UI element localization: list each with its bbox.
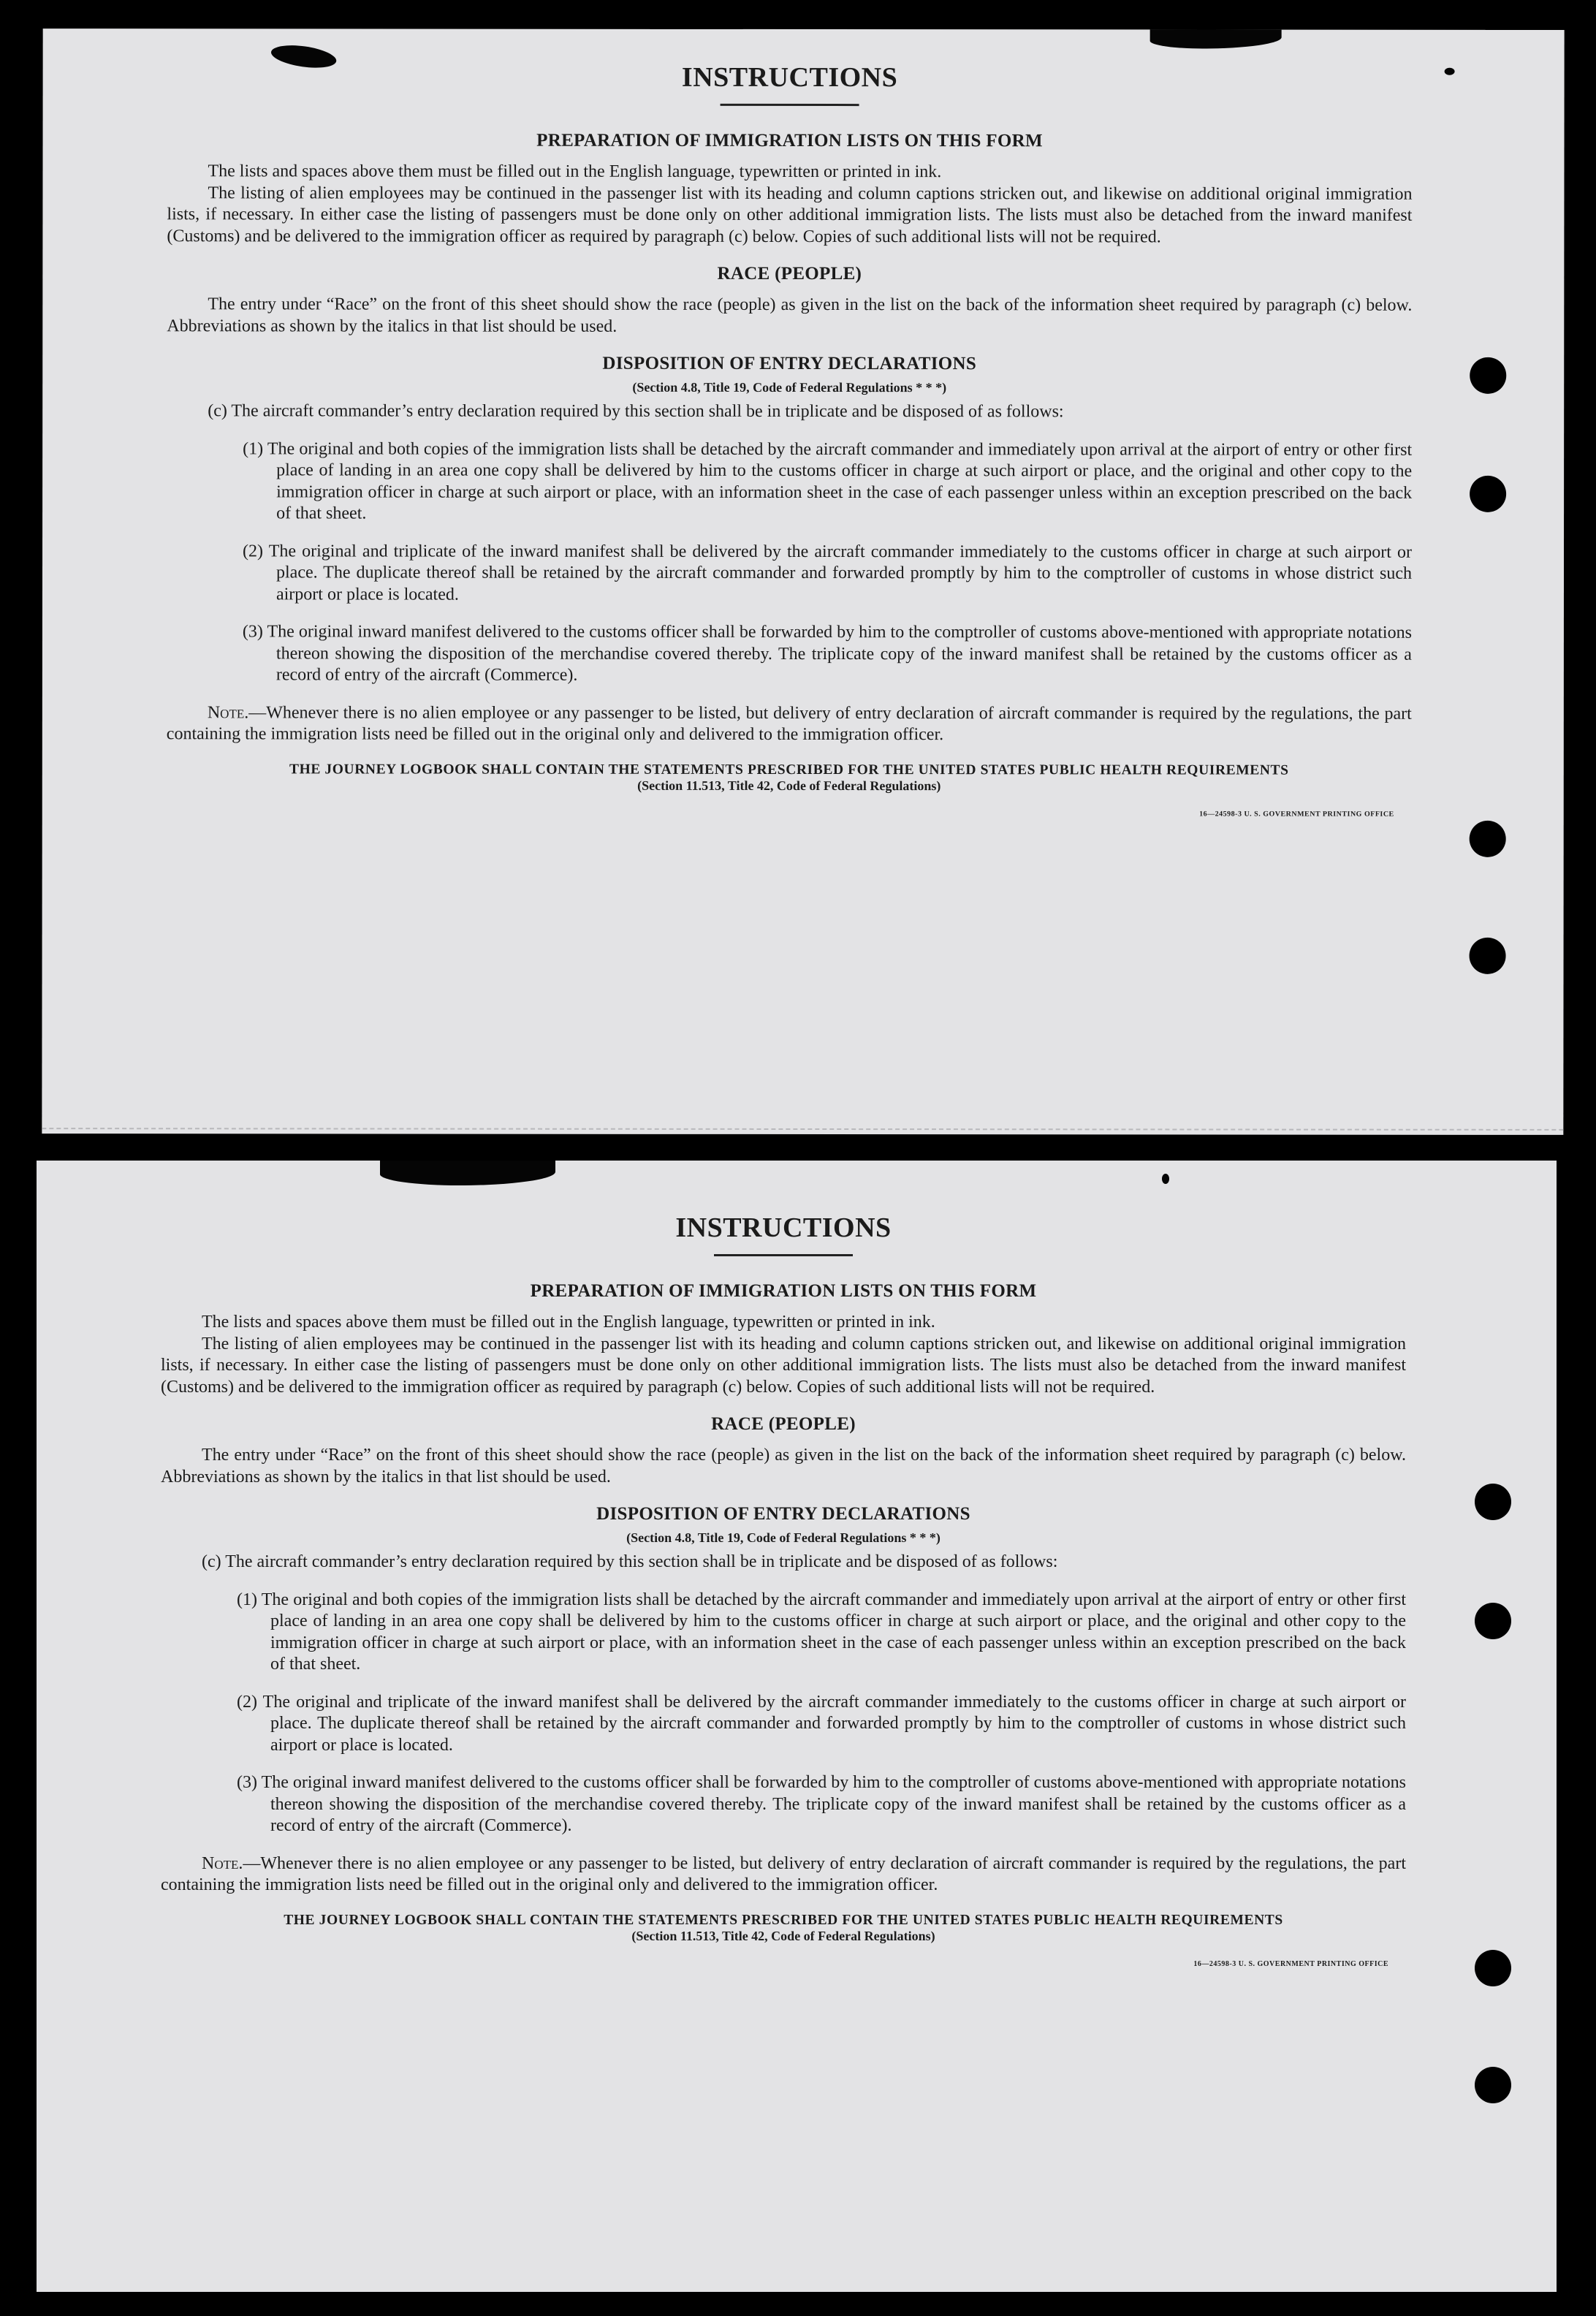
- instruction-sheet-bottom: [37, 1161, 1557, 2292]
- instruction-sheet-top: [42, 29, 1564, 1135]
- disposition-item-1: (1) The original and both copies of the immigration lists shall be detached by the aircraft commander and immediately upon arrival at the airport of entry or other first place of landing in an area one copy shall be delivered by him to the customs officer in charge at such airport or place, and the original and other copy to the immigration officer in charge at such airport or place, with an information sheet in the case of each passenger unless within an exception prescribed on the back of that sheet.: [243, 438, 1413, 523]
- race-paragraph: The entry under “Race” on the front of this sheet should show the race (people) as given in the list on the back of the information sheet required by paragraph (c) below. Abbreviations as shown by the italics in that list should be used.: [161, 1446, 1406, 1487]
- punch-hole: [1475, 1950, 1511, 1986]
- disposition-section-citation: (Section 4.8, Title 19, Code of Federal Regulations * * *): [632, 379, 947, 395]
- punch-hole: [1470, 938, 1506, 974]
- note-label: Note.: [207, 702, 249, 722]
- section-heading-disposition: DISPOSITION OF ENTRY DECLARATIONS: [596, 1504, 970, 1524]
- disposition-item-3: (3) The original inward manifest delivered to the customs officer shall be forwarded by him to the comptroller of customs above-mentioned with appropriate notations thereon showing the disposition of the merchandise covered thereby. The triplicate copy of the inward manifest shall be retained by the customs officer as a record of entry of the aircraft (Commerce).: [237, 1773, 1406, 1835]
- disposition-item-2: (2) The original and triplicate of the inward manifest shall be delivered by the aircraft commander immediately to the customs officer in charge at such airport or place. The duplicate thereof shall be retained by the aircraft commander and forwarded promptly by him to the comptroller of customs in whose district such airport or place is located.: [237, 1692, 1406, 1755]
- page-title: INSTRUCTIONS: [681, 61, 898, 94]
- torn-edge-mark: [1162, 1174, 1169, 1184]
- printing-office-code: 16—24598-3 U. S. GOVERNMENT PRINTING OFFICE: [1193, 1959, 1388, 1968]
- health-requirements-notice: THE JOURNEY LOGBOOK SHALL CONTAIN THE STATEMENTS PRESCRIBED FOR THE UNITED STATES PUBLIC HEALTH REQUIREMENTS: [284, 1912, 1283, 1928]
- note-label: Note.: [202, 1853, 243, 1873]
- race-paragraph: The entry under “Race” on the front of this sheet should show the race (people) as given in the list on the back of the information sheet required by paragraph (c) below. Abbreviations as shown by the italics in that list should be used.: [167, 295, 1413, 336]
- disposition-section-citation: (Section 4.8, Title 19, Code of Federal Regulations * * *): [626, 1530, 940, 1545]
- section-heading-preparation: PREPARATION OF IMMIGRATION LISTS ON THIS FORM: [536, 130, 1043, 151]
- health-requirements-notice: THE JOURNEY LOGBOOK SHALL CONTAIN THE STATEMENTS PRESCRIBED FOR THE UNITED STATES PUBLIC HEALTH REQUIREMENTS: [289, 761, 1289, 778]
- punch-hole: [1475, 2067, 1511, 2103]
- section-heading-disposition: DISPOSITION OF ENTRY DECLARATIONS: [602, 353, 977, 374]
- page-title: INSTRUCTIONS: [675, 1212, 892, 1243]
- health-requirements-citation: (Section 11.513, Title 42, Code of Federal Regulations): [637, 778, 941, 793]
- preparation-paragraph-2: The listing of alien employees may be continued in the passenger list with its heading and column captions stricken out, and likewise on additional original immigration lists, if necessary. In either case the listing of passengers must be done only on other additional immigration lists. The lists must also be detached from the inward manifest (Customs) and be delivered to the immigration officer as required by paragraph (c) below. Copies of such additional lists will not be required.: [167, 183, 1413, 246]
- punch-hole: [1475, 1484, 1511, 1520]
- section-heading-race: RACE (PEOPLE): [711, 1414, 856, 1434]
- disposition-paragraph-c: (c) The aircraft commander’s entry declaration required by this section shall be in triplicate and be disposed of as follows:: [208, 401, 1064, 422]
- disposition-item-1: (1) The original and both copies of the immigration lists shall be detached by the aircraft commander and immediately upon arrival at the airport of entry or other first place of landing in an area one copy shall be delivered by him to the customs officer in charge at such airport or place, and the original and other copy to the immigration officer in charge at such airport or place, with an information sheet in the case of each passenger unless within an exception prescribed on the back of that sheet.: [237, 1590, 1406, 1674]
- perforation-line: [42, 1128, 1563, 1131]
- disposition-item-2: (2) The original and triplicate of the inward manifest shall be delivered by the aircraft commander immediately to the customs officer in charge at such airport or place. The duplicate thereof shall be retained by the aircraft commander and forwarded promptly by him to the comptroller of customs in whose district such airport or place is located.: [243, 541, 1413, 604]
- preparation-paragraph-2: The listing of alien employees may be continued in the passenger list with its heading and column captions stricken out, and likewise on additional original immigration lists, if necessary. In either case the listing of passengers must be done only on other additional immigration lists. The lists must also be detached from the inward manifest (Customs) and be delivered to the immigration officer as required by paragraph (c) below. Copies of such additional lists will not be required.: [161, 1334, 1406, 1397]
- torn-edge-mark: [1150, 29, 1282, 48]
- note-paragraph: [161, 1853, 1406, 1897]
- punch-hole: [1470, 476, 1506, 512]
- section-heading-race: RACE (PEOPLE): [717, 263, 862, 284]
- preparation-paragraph-1: The lists and spaces above them must be filled out in the English language, typewritten or printed in ink.: [202, 1313, 935, 1332]
- punch-hole: [1470, 821, 1506, 857]
- printing-office-code: 16—24598-3 U. S. GOVERNMENT PRINTING OFFICE: [1199, 809, 1394, 819]
- section-heading-preparation: PREPARATION OF IMMIGRATION LISTS ON THIS FORM: [530, 1281, 1037, 1301]
- note-paragraph: [167, 702, 1412, 746]
- punch-hole: [1470, 357, 1506, 394]
- health-requirements-citation: (Section 11.513, Title 42, Code of Federal Regulations): [631, 1928, 935, 1943]
- disposition-item-3: (3) The original inward manifest delivered to the customs officer shall be forwarded by him to the comptroller of customs above-mentioned with appropriate notations thereon showing the disposition of the merchandise covered thereby. The triplicate copy of the inward manifest shall be retained by the customs officer as a record of entry of the aircraft (Commerce).: [242, 622, 1412, 685]
- preparation-paragraph-1: The lists and spaces above them must be filled out in the English language, typewritten or printed in ink.: [208, 162, 942, 182]
- torn-edge-mark: [1445, 68, 1455, 75]
- note-text: —Whenever there is no alien employee or any passenger to be listed, but delivery of entry declaration of aircraft commander is required by the regulations, the part containing the immigration lists need be filled out in the original only and delivered to the immigration officer.: [166, 702, 1412, 745]
- disposition-paragraph-c: (c) The aircraft commander’s entry declaration required by this section shall be in triplicate and be disposed of as follows:: [202, 1552, 1058, 1571]
- torn-edge-mark: [380, 1161, 555, 1185]
- note-text: —Whenever there is no alien employee or any passenger to be listed, but delivery of entry declaration of aircraft commander is required by the regulations, the part containing the immigration lists need be filled out in the original only and delivered to the immigration officer.: [161, 1853, 1406, 1894]
- punch-hole: [1475, 1603, 1511, 1639]
